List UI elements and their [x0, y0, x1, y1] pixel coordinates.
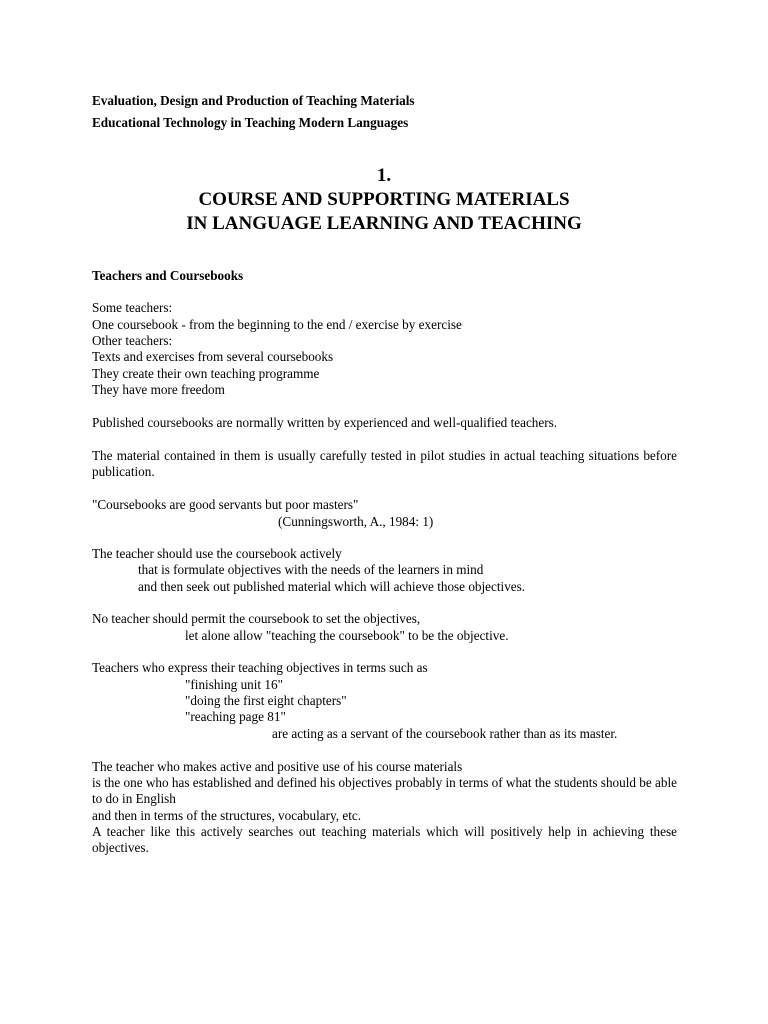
chapter-title-line2: IN LANGUAGE LEARNING AND TEACHING	[186, 213, 582, 234]
list-item: "doing the first eight chapters"	[185, 693, 347, 708]
paragraph-line: and then in terms of the structures, vocabulary, etc.	[92, 808, 362, 823]
paragraph-line: let alone allow "teaching the coursebook" to be the objective.	[185, 628, 509, 643]
paragraph-line: No teacher should permit the coursebook to set the objectives,	[92, 611, 421, 626]
paragraph-line: A teacher like this actively searches out teaching materials which will positively help in achieving these objectives.	[92, 824, 677, 856]
paragraph-line: are acting as a servant of the coursebook rather than as its master.	[272, 726, 618, 741]
paragraph-line: is the one who has established and defined his objectives probably in terms of what the students should be able to do in English	[92, 775, 677, 807]
paragraph: The material contained in them is usually carefully tested in pilot studies in actual teaching situations before publication.	[92, 448, 677, 480]
paragraph-line: They have more freedom	[92, 382, 225, 397]
paragraph-line: Other teachers:	[92, 333, 173, 348]
list-item: "finishing unit 16"	[185, 677, 283, 692]
section-heading: Teachers and Coursebooks	[92, 268, 244, 283]
paragraph-line: that is formulate objectives with the needs of the learners in mind	[138, 562, 484, 577]
paragraph: Published coursebooks are normally written by experienced and well-qualified teachers.	[92, 415, 558, 430]
chapter-title-line1: COURSE AND SUPPORTING MATERIALS	[198, 189, 570, 210]
citation: (Cunningsworth, A., 1984: 1)	[278, 514, 434, 529]
paragraph-line: Some teachers:	[92, 300, 173, 315]
course-subtitle: Educational Technology in Teaching Modern Languages	[92, 115, 409, 130]
paragraph-line: One coursebook - from the beginning to the end / exercise by exercise	[92, 317, 462, 332]
list-item: "reaching page 81"	[185, 709, 286, 724]
paragraph-line: They create their own teaching programme	[92, 366, 320, 381]
course-title: Evaluation, Design and Production of Teaching Materials	[92, 93, 415, 108]
quote: "Coursebooks are good servants but poor masters"	[92, 497, 359, 512]
paragraph-line: Texts and exercises from several coursebooks	[92, 349, 334, 364]
paragraph-line: The teacher who makes active and positive use of his course materials	[92, 759, 463, 774]
paragraph-line: and then seek out published material which will achieve those objectives.	[138, 579, 526, 594]
paragraph-line: Teachers who express their teaching objectives in terms such as	[92, 660, 428, 675]
paragraph-line: The teacher should use the coursebook actively	[92, 546, 342, 561]
chapter-number: 1.	[376, 165, 392, 186]
